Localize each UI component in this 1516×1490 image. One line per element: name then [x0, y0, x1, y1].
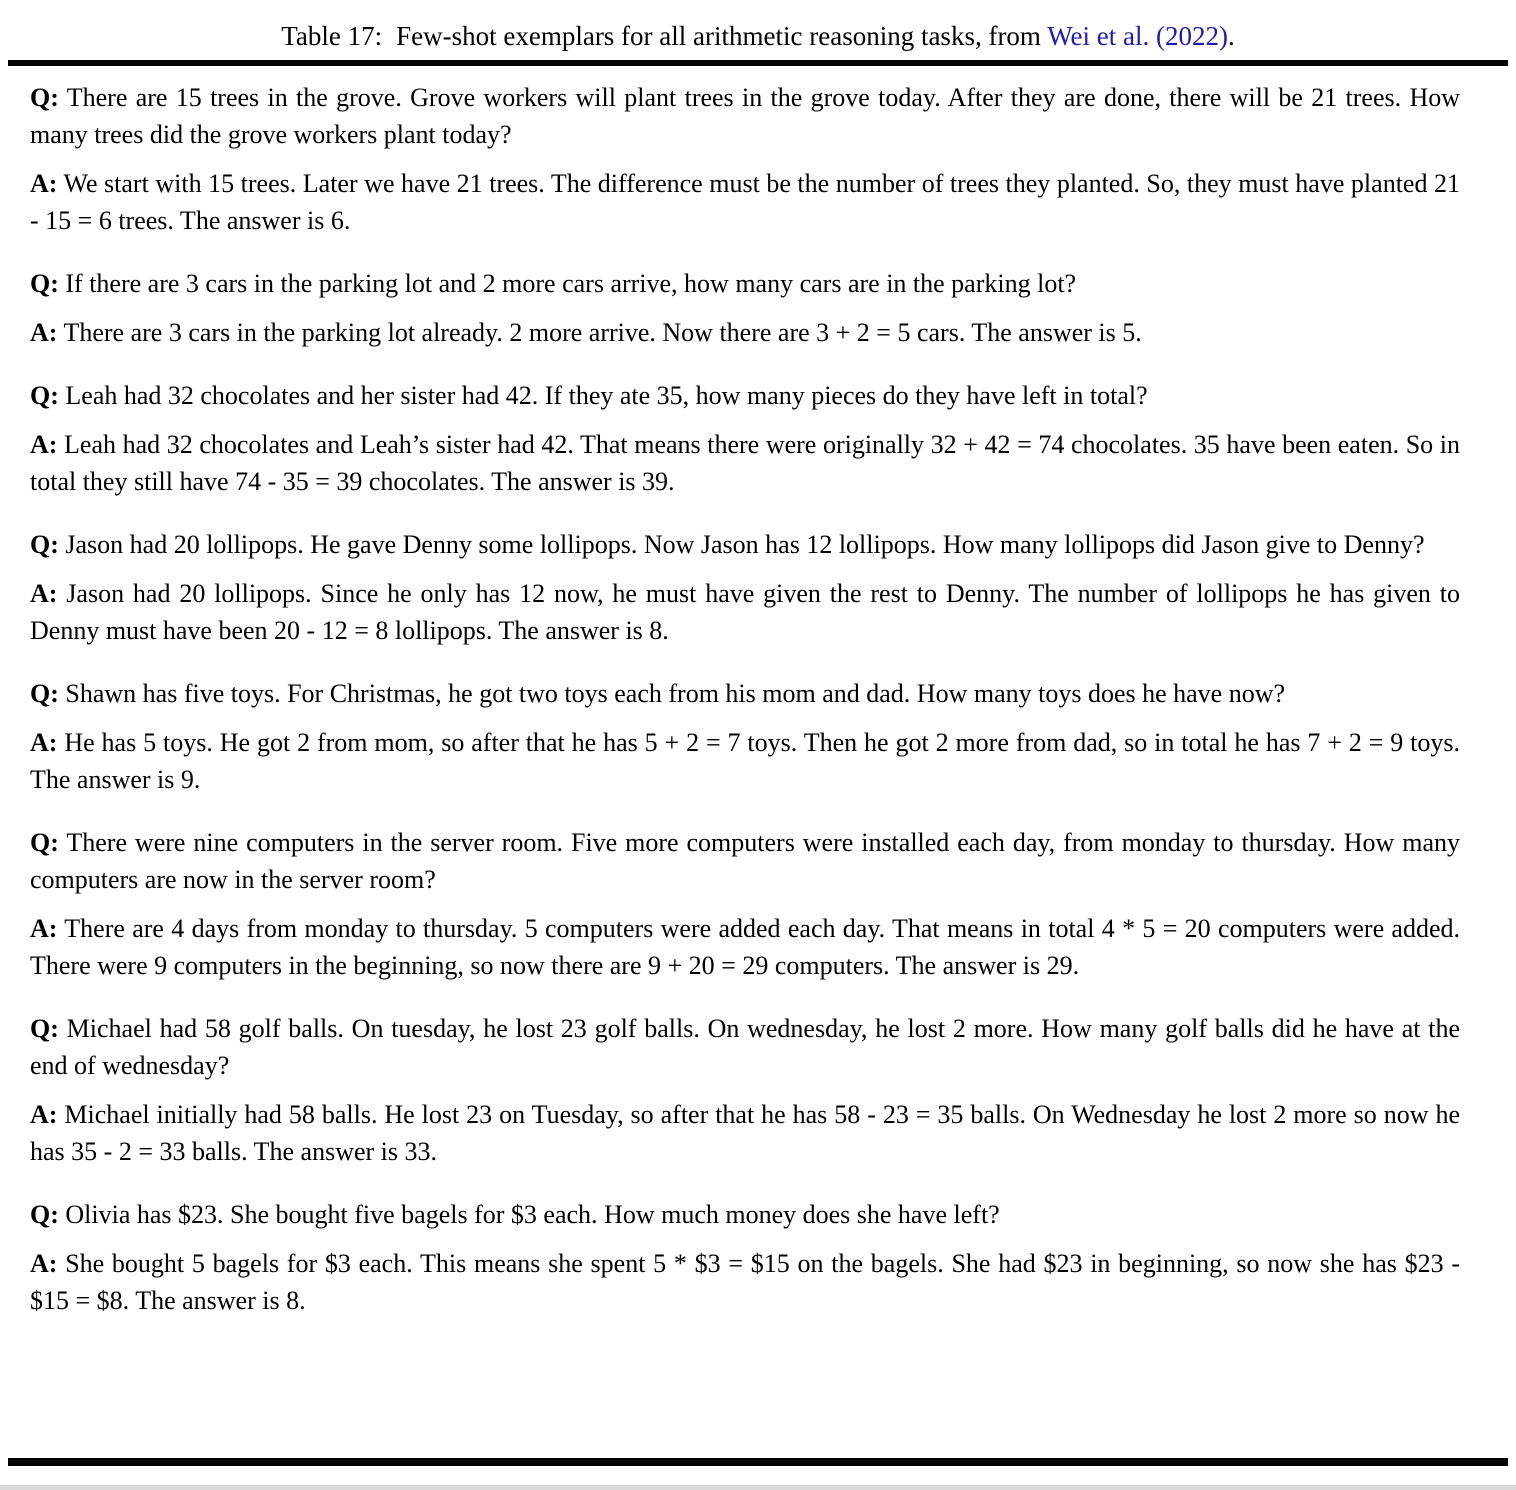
a-label: A: — [30, 318, 58, 347]
answer-text: Jason had 20 lollipops. Since he only has 12 now, he must have given the rest to Denny. The number of lollipops he has given to Denny must have been 20 - 12 = 8 lollipops. The answer is 8. — [30, 579, 1461, 645]
a-label: A: — [30, 430, 58, 459]
question-text: If there are 3 cars in the parking lot and 2 more cars arrive, how many cars are in the parking lot? — [65, 269, 1077, 298]
page-bottom-band — [0, 1485, 1516, 1490]
q-label: Q: — [30, 381, 59, 410]
table-caption-label: Table 17: — [281, 21, 383, 51]
table-bottom-rule — [8, 1458, 1508, 1466]
answer-text: There are 3 cars in the parking lot already. 2 more arrive. Now there are 3 + 2 = 5 cars. The answer is 5. — [63, 318, 1142, 347]
question-paragraph — [30, 377, 1460, 414]
question-paragraph — [30, 1010, 1460, 1084]
question-paragraph — [30, 1196, 1460, 1233]
exemplar-pair-8 — [30, 1196, 1460, 1319]
question-text: Olivia has $23. She bought five bagels for $3 each. How much money does she have left? — [65, 1200, 1000, 1229]
a-label: A: — [30, 169, 58, 198]
answer-text: There are 4 days from monday to thursday. 5 computers were added each day. That means in total 4 * 5 = 20 computers were added. There were 9 computers in the beginning, so now there are 9 + 20 = 29 computers. The answer is 29. — [30, 914, 1461, 980]
answer-text: We start with 15 trees. Later we have 21 trees. The difference must be the number of trees they planted. So, they must have planted 21 - 15 = 6 trees. The answer is 6. — [30, 169, 1460, 235]
question-text: Leah had 32 chocolates and her sister had 42. If they ate 35, how many pieces do they have left in total? — [65, 381, 1148, 410]
table-caption — [0, 0, 1516, 59]
table-caption-text: Few-shot exemplars for all arithmetic reasoning tasks, from — [396, 21, 1041, 51]
answer-paragraph — [30, 165, 1460, 239]
q-label: Q: — [30, 1200, 59, 1229]
question-paragraph — [30, 265, 1460, 302]
question-text: There are 15 trees in the grove. Grove workers will plant trees in the grove today. After they are done, there will be 21 trees. How many trees did the grove workers plant today? — [30, 83, 1461, 149]
table-caption-period: . — [1227, 21, 1235, 51]
q-label: Q: — [30, 530, 59, 559]
q-label: Q: — [30, 679, 59, 708]
a-label: A: — [30, 1249, 58, 1278]
exemplar-pair-4 — [30, 526, 1460, 649]
answer-paragraph — [30, 1245, 1460, 1319]
exemplar-pair-7 — [30, 1010, 1460, 1170]
answer-paragraph — [30, 1096, 1460, 1170]
a-label: A: — [30, 579, 58, 608]
answer-text: Leah had 32 chocolates and Leah’s sister had 42. That means there were originally 32 + 42 = 74 chocolates. 35 have been eaten. So in total they still have 74 - 35 = 39 chocolates. The answer is 39. — [30, 430, 1461, 496]
question-text: Michael had 58 golf balls. On tuesday, he lost 23 golf balls. On wednesday, he lost 2 more. How many golf balls did he have at the end of wednesday? — [30, 1014, 1461, 1080]
exemplar-pair-5 — [30, 675, 1460, 798]
question-text: Shawn has five toys. For Christmas, he got two toys each from his mom and dad. How many toys does he have now? — [65, 679, 1286, 708]
question-paragraph — [30, 824, 1460, 898]
q-label: Q: — [30, 269, 59, 298]
question-text: Jason had 20 lollipops. He gave Denny some lollipops. Now Jason has 12 lollipops. How many lollipops did Jason give to Denny? — [65, 530, 1425, 559]
answer-text: She bought 5 bagels for $3 each. This means she spent 5 * $3 = $15 on the bagels. She had $23 in beginning, so now she has $23 - $15 = $8. The answer is 8. — [30, 1249, 1460, 1315]
a-label: A: — [30, 1100, 58, 1129]
answer-paragraph — [30, 910, 1460, 984]
answer-text: He has 5 toys. He got 2 from mom, so after that he has 5 + 2 = 7 toys. Then he got 2 more from dad, so in total he has 7 + 2 = 9 toys. The answer is 9. — [30, 728, 1461, 794]
exemplar-pair-6 — [30, 824, 1460, 984]
q-label: Q: — [30, 83, 59, 112]
answer-text: Michael initially had 58 balls. He lost 23 on Tuesday, so after that he has 58 - 23 = 35 balls. On Wednesday he lost 2 more so now he has 35 - 2 = 33 balls. The answer is 33. — [30, 1100, 1461, 1166]
exemplar-pair-2 — [30, 265, 1460, 351]
q-label: Q: — [30, 1014, 59, 1043]
answer-paragraph — [30, 724, 1460, 798]
question-paragraph — [30, 79, 1460, 153]
exemplar-pair-3 — [30, 377, 1460, 500]
a-label: A: — [30, 914, 58, 943]
table-body — [0, 66, 1516, 1319]
citation-link[interactable]: Wei et al. (2022) — [1047, 21, 1228, 51]
question-paragraph — [30, 526, 1460, 563]
answer-paragraph — [30, 426, 1460, 500]
answer-paragraph — [30, 575, 1460, 649]
question-text: There were nine computers in the server room. Five more computers were installed each day, from monday to thursday. How many computers are now in the server room? — [30, 828, 1461, 894]
q-label: Q: — [30, 828, 59, 857]
answer-paragraph — [30, 314, 1460, 351]
a-label: A: — [30, 728, 58, 757]
exemplar-pair-1 — [30, 79, 1460, 239]
question-paragraph — [30, 675, 1460, 712]
